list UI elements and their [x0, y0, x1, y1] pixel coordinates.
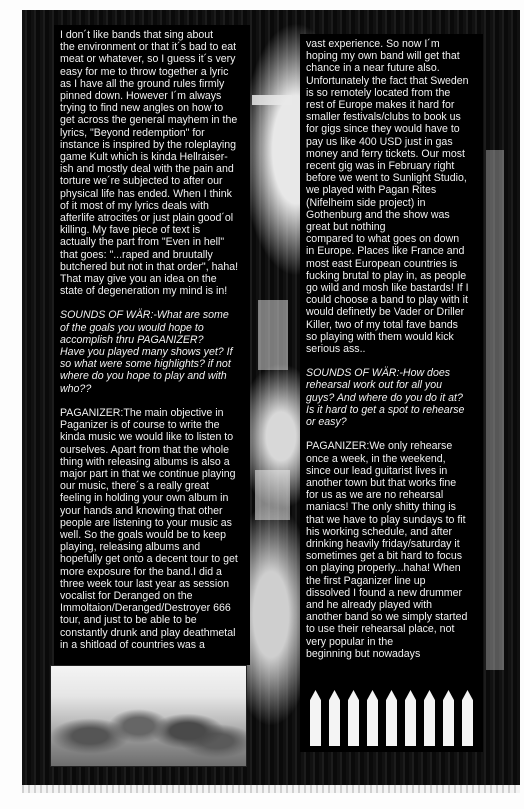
background-streak: [252, 95, 292, 105]
answer-shows: vast experience. So now I´m hoping my own band will get that chance in a near future also. Unfortunately the fact that Sweden is so remotely located from the rest of Europe makes it hard for smaller festivals/clubs to book us for gigs since they would have to pay us like 400 USD just in gas money and ferry tickets. Our most recent gig was in February right before we went to Sunlight Studio, we played with Pagan Rites (Nifelheim side project) in Gothenburg and the show was great but nothing compared to what goes on down in Europe. Places like France and most east European countries is fucking brutal to play in, as people go wild and mosh like bastards! If I could choose a band to play with it would definetly be Vader or Driller Killer, two of my total fave bands so playing with them would kick serious ass..: [306, 38, 469, 356]
background-streak: [255, 470, 290, 520]
scan-edge: [22, 785, 520, 793]
background-streak: [486, 150, 504, 670]
left-text-column: [54, 25, 250, 665]
question-goals: SOUNDS OF WÄR:-What are some of the goals you would hope to accomplish thru PAGANIZER? Have you played many shows yet? If so what were some highlights? if not where do you hope to play and with who??: [60, 309, 233, 395]
picket: [462, 690, 473, 746]
right-text-column: [300, 34, 483, 684]
answer-goals: PAGANIZER:The main objective in Paganizer is of course to write the kinda music we would like to listen to ourselves. Apart from that the whole thing with releasing albums is also a major part in that we continue playing our music, there´s a really great feeling in holding your own album in your hands and knowing that other people are listening to your music as well. So the goals would be to keep playing, releasing albums and hopefully get onto a decent tour to get more exposure for the band.I did a three week tour last year as session vocalist for Deranged on the Immoltaion/Deranged/Destroyer 666 tour, and just to be able to be constantly drunk and play deathmetal in a shitload of countries was a: [60, 406, 238, 651]
picket: [424, 690, 435, 746]
picket: [367, 690, 378, 746]
trees-photo: [50, 665, 247, 767]
answer-rehearsal: PAGANIZER:We only rehearse once a week, in the weekend, since our lead guitarist lives in another town but that works fine for us as we are no rehearsal maniacs! The only shitty thing is that we have to play sundays to fit his working schedule, and after drinking heavily friday/saturday it sometimes get a bit hard to focus on playing properly...haha! When the first Paganizer line up dissolved I found a new drummer and he already played with another band so we simply started to use their rehearsal place, not very popular in the beginning but nowadays: [306, 440, 468, 660]
answer-lyrics: I don´t like bands that sing about the environment or that it´s bad to eat meat or whatever, so I guess it´s very easy for me to throw together a lyric as I have all the ground rules firmly pinned down. However I´m always trying to find new angles on how to get across the general mayhem in the lyrics, "Beyond redemption" for instance is inspired by the roleplaying game Kult which is kinda Hellraiser- ish and mostly deal with the pain and torture we´re subjected to after our physical life has ended. When I think of it most of my lyrics deals with afterlife atrocites or just plain good´ol killing. My fave piece of text is actually the part from "Even in hell" that goes: "...raped and bruutally butchered but not in that order", haha! That may give you an idea on the state of degeneration my mind is in!: [60, 29, 239, 298]
picket: [386, 690, 397, 746]
picket: [310, 690, 321, 746]
background-streak: [258, 300, 288, 370]
picket: [405, 690, 416, 746]
picket-fence-art: [300, 680, 483, 752]
question-rehearsal: SOUNDS OF WÄR:-How does rehearsal work out for all you guys? And where do you do it at? Is it hard to get a spot to rehearse or easy?: [306, 367, 465, 429]
picket: [443, 690, 454, 746]
picket: [348, 690, 359, 746]
picket: [329, 690, 340, 746]
